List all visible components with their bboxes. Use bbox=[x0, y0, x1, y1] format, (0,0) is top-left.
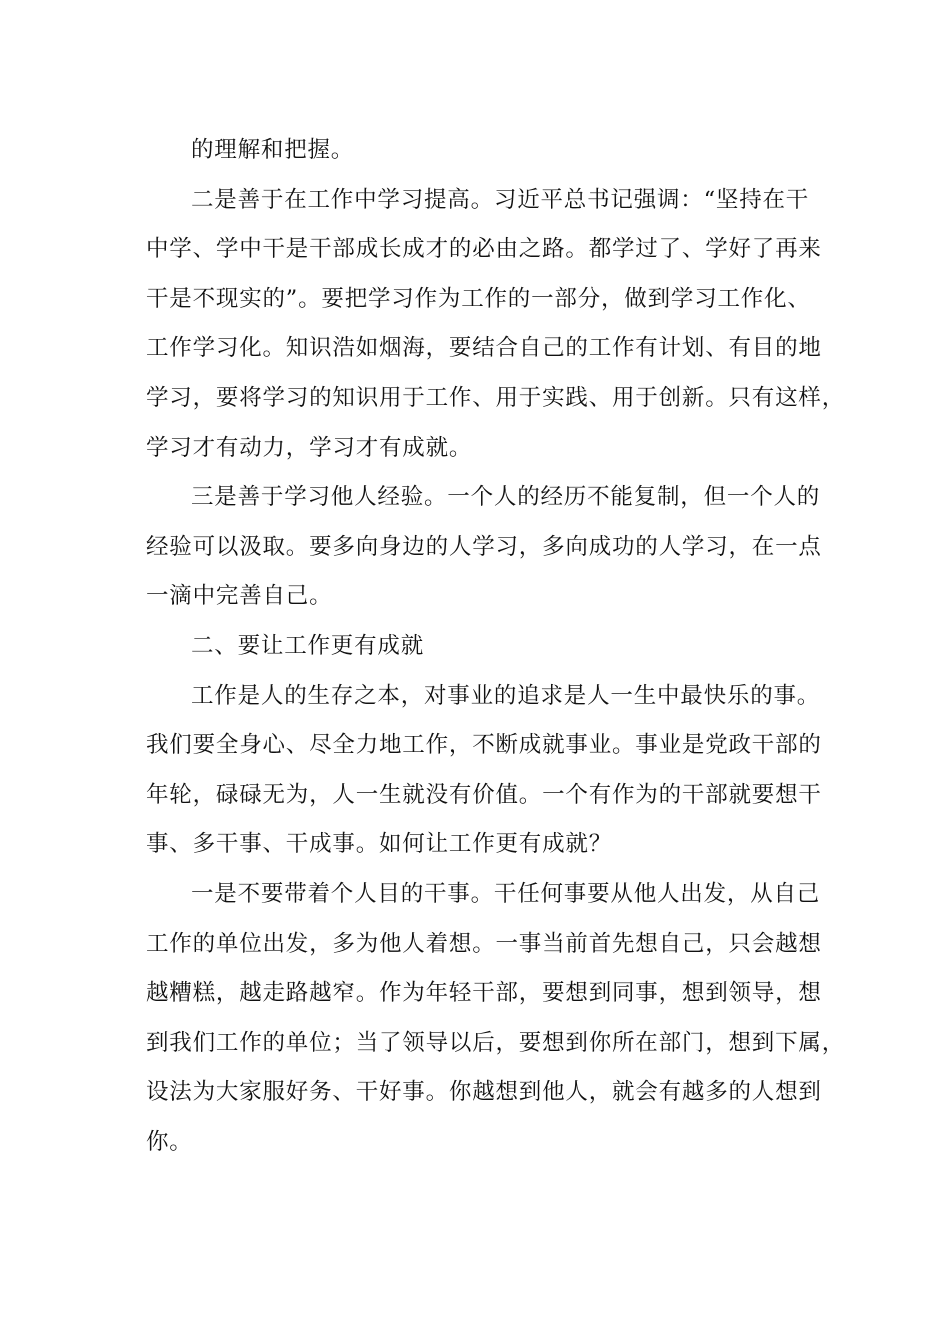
text-line-8: 三是善于学习他人经验。一个人的经历不能复制，但一个人的 bbox=[191, 484, 821, 511]
text-line-7: 学习才有动力，学习才有成就。 bbox=[146, 434, 473, 461]
text-line-10: 一滴中完善自己。 bbox=[146, 583, 333, 610]
text-line-20: 设法为大家服好务、干好事。你越想到他人，就会有越多的人想到 bbox=[146, 1079, 822, 1106]
text-line-13: 我们要全身心、尽全力地工作，不断成就事业。事业是党政干部的 bbox=[146, 732, 822, 759]
text-line-4: 干是不现实的”。要把学习作为工作的一部分，做到学习工作化、 bbox=[146, 285, 811, 312]
text-line-15: 事、多干事、干成事。如何让工作更有成就？ bbox=[146, 831, 613, 858]
text-line-2: 二是善于在工作中学习提高。习近平总书记强调：“坚持在干 bbox=[191, 186, 810, 213]
text-line-5: 工作学习化。知识浩如烟海，要结合自己的工作有计划、有目的地 bbox=[146, 335, 822, 362]
text-line-12: 工作是人的生存之本，对事业的追求是人一生中最快乐的事。 bbox=[191, 682, 821, 709]
text-line-21: 你。 bbox=[146, 1128, 193, 1155]
text-line-3: 中学、学中干是干部成长成才的必由之路。都学过了、学好了再来 bbox=[146, 236, 822, 263]
section-heading: 二、要让工作更有成就 bbox=[191, 632, 425, 659]
document-body bbox=[146, 126, 846, 1167]
text-line-16: 一是不要带着个人目的干事。干任何事要从他人出发，从自己 bbox=[191, 880, 821, 907]
text-line-6: 学习，要将学习的知识用于工作、用于实践、用于创新。只有这样， bbox=[146, 384, 846, 411]
text-line-9: 经验可以汲取。要多向身边的人学习，多向成功的人学习，在一点 bbox=[146, 533, 822, 560]
text-line-17: 工作的单位出发，多为他人着想。一事当前首先想自己，只会越想 bbox=[146, 930, 822, 957]
text-line-18: 越糟糕，越走路越窄。作为年轻干部，要想到同事，想到领导，想 bbox=[146, 980, 822, 1007]
text-line-1: 的理解和把握。 bbox=[191, 137, 355, 163]
text-line-14: 年轮，碌碌无为，人一生就没有价值。一个有作为的干部就要想干 bbox=[146, 781, 822, 808]
text-line-19: 到我们工作的单位；当了领导以后，要想到你所在部门，想到下属， bbox=[146, 1029, 846, 1056]
